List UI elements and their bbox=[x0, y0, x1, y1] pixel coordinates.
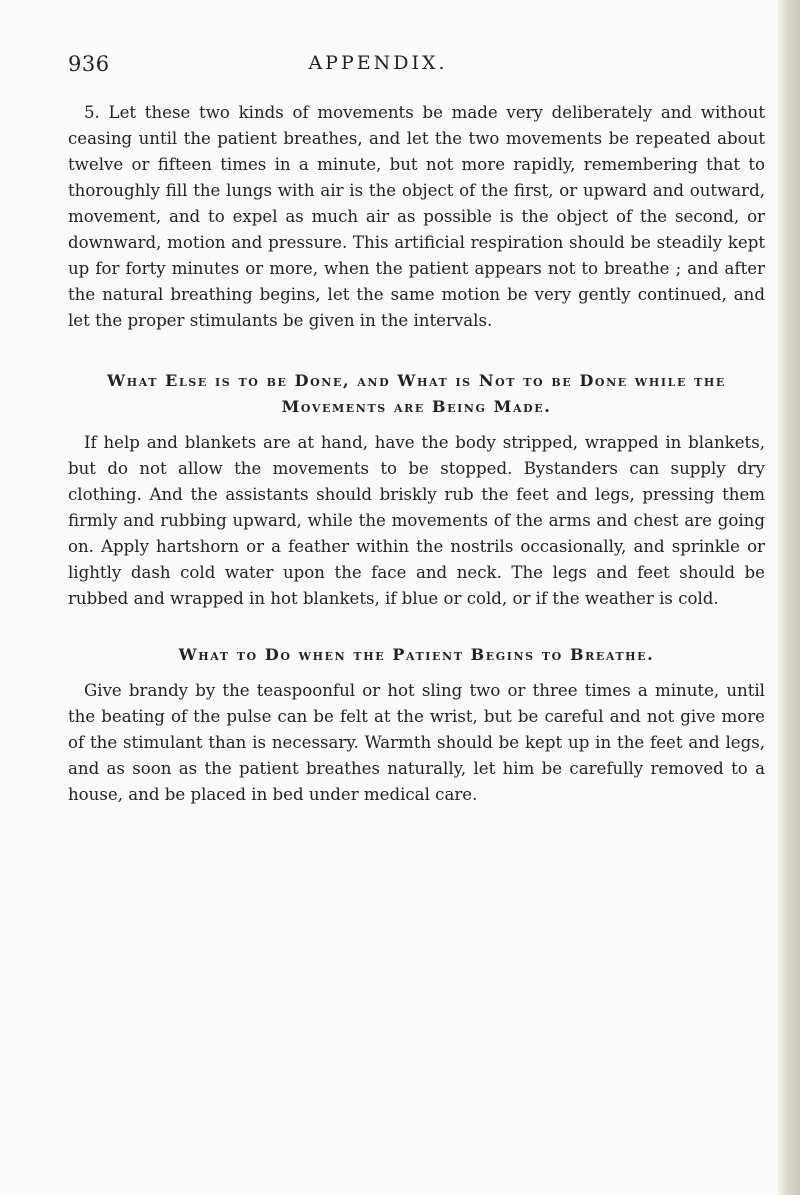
section-heading-patient-breathes: What to Do when the Patient Begins to Breathe. bbox=[178, 645, 655, 664]
page-header bbox=[68, 52, 688, 82]
page-edge-shadow bbox=[778, 0, 800, 1195]
paragraph-5: 5. Let these two kinds of movements be made very deliberately and without ceasing until the patient breathes, and let the two movements be repeated about twelve or fifteen times in a minute, but not more rapidly, remembering that to thoroughly fill the lungs with air is the object of the first, or upward and outward, movement, and to expel as much air as possible is the object of the second, or downward, motion and pressure. This artificial respiration should be steadily kept up for forty minutes or more, when the patient appears not to breathe ; and after the natural breathing begins, let the same motion be very gently continued, and let the proper stimulants be given in the intervals. bbox=[68, 103, 765, 330]
running-head: APPENDIX. bbox=[308, 52, 448, 74]
paragraph-give-brandy: Give brandy by the teaspoonful or hot sling two or three times a minute, until the beating of the pulse can be felt at the wrist, but be careful and not give more of the stimulant than is necessary. Warmth should be kept up in the feet and legs, and as soon as the patient breathes naturally, let him be carefully removed to a house, and be placed in bed under medical care. bbox=[68, 681, 765, 804]
section-heading-what-else: What Else is to be Done, and What is Not to be Done while the Movements are Being Made. bbox=[107, 371, 726, 416]
paragraph-help-and-blankets: If help and blankets are at hand, have the body stripped, wrapped in blankets, but do not allow the movements to be stopped. Bystanders can supply dry clothing. And the assistants should briskly rub the feet and legs, pressing them firmly and rubbing upward, while the movements of the arms and chest are going on. Apply hartshorn or a feather within the nostrils occasionally, and sprinkle or lightly dash cold water upon the face and neck. The legs and feet should be rubbed and wrapped in hot blankets, if blue or cold, or if the weather is cold. bbox=[68, 433, 765, 608]
page-number: 936 bbox=[68, 52, 110, 76]
page-body bbox=[68, 100, 765, 808]
